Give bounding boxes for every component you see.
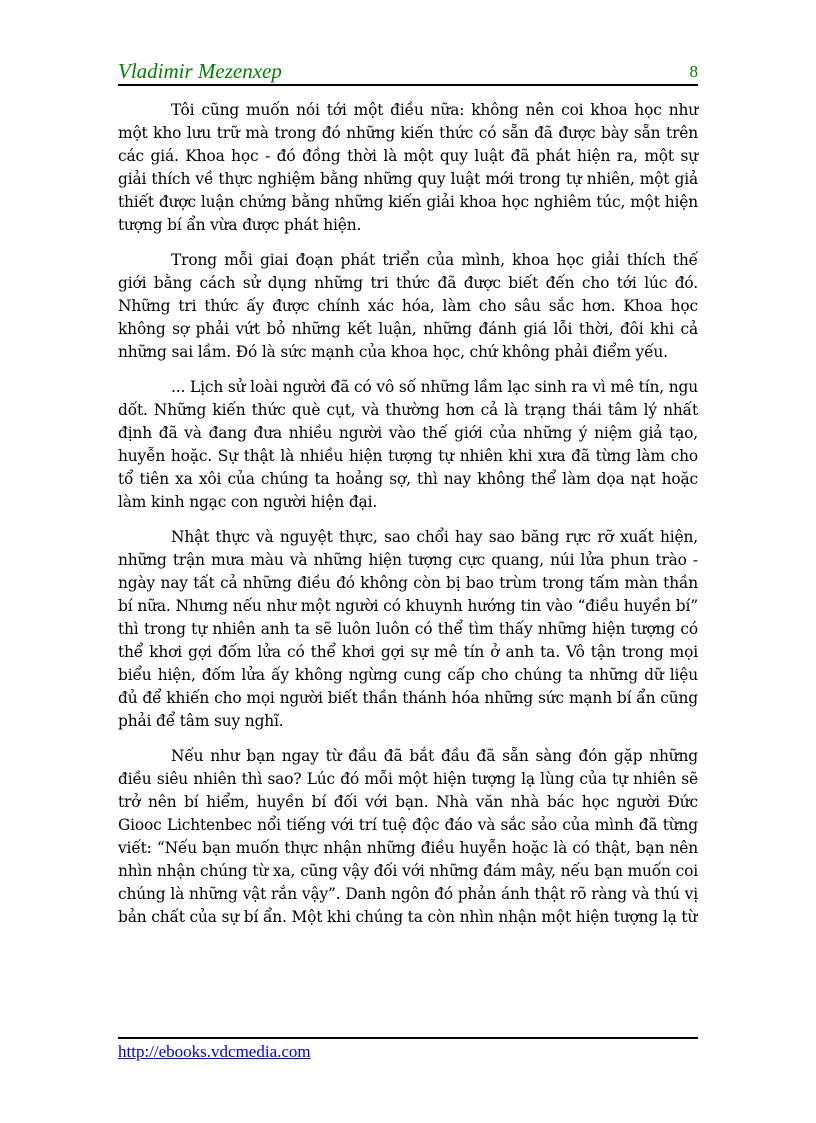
body-text: [118, 99, 698, 941]
header-author: Vladimir Mezenxep: [118, 59, 282, 83]
paragraph: Nếu như bạn ngay từ đầu đã bắt đầu đã sẵn sàng đón gặp những điều siêu nhiên thì sao? Lúc đó mỗi một hiện tượng lạ lùng của tự nhiên sẽ trở nên bí hiểm, huyền bí đối với bạn. Nhà văn nhà bác học người Đức Giooc Lichtenbec nổi tiếng với trí tuệ độc đáo và sắc sảo của mình đã từng viết: “Nếu bạn muốn thực nhận những điều huyễn hoặc là có thật, bạn nên nhìn nhận chúng từ xa, cũng vậy đối với những đám mây, nếu bạn muốn coi chúng là những vật rắn vậy”. Danh ngôn đó phản ánh thật rõ ràng và thú vị bản chất của sự bí ẩn. Một khi chúng ta còn nhìn nhận một hiện tượng lạ từ: [118, 747, 698, 926]
paragraph: Tôi cũng muốn nói tới một điều nữa: không nên coi khoa học như một kho lưu trữ mà trong đó những kiến thức có sẵn đã được bày sẵn trên các giá. Khoa học - đó đồng thời là một quy luật đã phát hiện ra, một sự giải thích về thực nghiệm bằng những quy luật mới trong tự nhiên, một giả thiết được luận chứng bằng những kiến giải khoa học nghiêm túc, một hiện tượng bí ẩn vừa được phát hiện.: [118, 101, 698, 234]
page-header: [118, 58, 698, 86]
paragraph: ... Lịch sử loài người đã có vô số những lầm lạc sinh ra vì mê tín, ngu dốt. Những kiến thức què cụt, và thường hơn cả là trạng thái tâm lý nhất định đã và đang đưa nhiều người vào thế giới của những ý niệm giả tạo, huyễn hoặc. Sự thật là nhiều hiện tượng tự nhiên khi xưa đã từng làm cho tổ tiên xa xôi của chúng ta hoảng sợ, thì nay không thể làm dọa nạt hoặc làm kinh ngạc con người hiện đại.: [118, 378, 698, 511]
page-footer: [118, 1037, 698, 1062]
page-number: 8: [689, 62, 698, 81]
footer-link[interactable]: http://ebooks.vdcmedia.com: [118, 1042, 311, 1061]
paragraph: Nhật thực và nguyệt thực, sao chổi hay sao băng rực rỡ xuất hiện, những trận mưa màu và những hiện tượng cực quang, núi lửa phun trào - ngày nay tất cả những điều đó không còn bị bao trùm trong tấm màn thần bí nữa. Nhưng nếu như một người có khuynh hướng tin vào “điều huyền bí” thì trong tự nhiên anh ta sẽ luôn luôn có thể tìm thấy những hiện tượng có thể khơi gợi đốm lửa có thể khơi gợi sự mê tín ở anh ta. Vô tận trong mọi biểu hiện, đốm lửa ấy không ngừng cung cấp cho chúng ta những dữ liệu đủ để khiến cho mọi người biết thần thánh hóa những sức mạnh bí ẩn cũng phải để tâm suy nghĩ.: [118, 528, 698, 730]
paragraph: Trong mỗi giai đoạn phát triển của mình, khoa học giải thích thế giới bằng cách sử dụng những tri thức đã được biết đến cho tới lúc đó. Những tri thức ấy được chính xác hóa, làm cho sâu sắc hơn. Khoa học không sợ phải vứt bỏ những kết luận, những đánh giá lỗi thời, đôi khi cả những sai lầm. Đó là sức mạnh của khoa học, chứ không phải điểm yếu.: [118, 251, 698, 361]
